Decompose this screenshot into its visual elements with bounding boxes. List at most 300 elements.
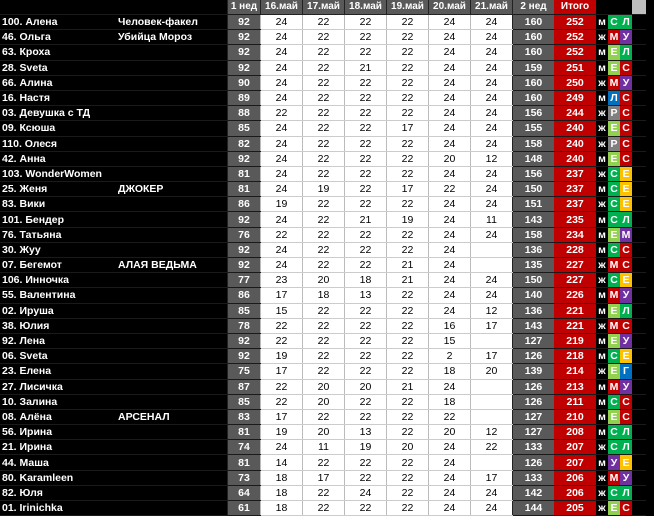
row-name-cell[interactable] <box>0 455 116 470</box>
row-day-cell[interactable]: 19 <box>261 349 303 364</box>
row-sex-cell[interactable]: м <box>596 425 608 440</box>
row-week2-cell[interactable]: 126 <box>513 455 555 470</box>
row-week2-cell[interactable]: 140 <box>513 288 555 303</box>
row-day-cell[interactable]: 22 <box>345 182 387 197</box>
row-day-cell[interactable]: 22 <box>387 349 429 364</box>
row-sex-cell[interactable]: ж <box>596 440 608 455</box>
row-day-cell[interactable]: 18 <box>261 470 303 485</box>
header-week2[interactable]: 2 нед <box>513 0 555 15</box>
row-day-cell[interactable]: 24 <box>261 258 303 273</box>
row-day-cell[interactable]: 21 <box>345 60 387 75</box>
row-day-cell[interactable]: 22 <box>345 45 387 60</box>
row-end-cell[interactable] <box>632 485 646 500</box>
row-week2-cell[interactable]: 127 <box>513 409 555 424</box>
row-day-cell[interactable]: 17 <box>471 470 513 485</box>
row-power-cell[interactable]: С <box>620 242 632 257</box>
row-name-cell[interactable] <box>0 227 116 242</box>
row-day-cell[interactable]: 24 <box>261 440 303 455</box>
row-name-cell[interactable] <box>0 409 116 424</box>
row-day-cell[interactable]: 22 <box>387 242 429 257</box>
row-class-cell[interactable]: С <box>608 166 620 181</box>
row-end-cell[interactable] <box>632 121 646 136</box>
row-nick-cell[interactable]: ДЖОКЕР <box>116 182 228 197</box>
row-class-cell[interactable]: Е <box>608 151 620 166</box>
row-name-cell[interactable] <box>0 197 116 212</box>
row-day-cell[interactable]: 22 <box>303 455 345 470</box>
row-nick-cell[interactable] <box>116 394 228 409</box>
row-sex-cell[interactable]: ж <box>596 30 608 45</box>
row-nick-cell[interactable] <box>116 349 228 364</box>
row-day-cell[interactable]: 22 <box>387 227 429 242</box>
row-week2-cell[interactable]: 156 <box>513 166 555 181</box>
row-day-cell[interactable]: 22 <box>303 318 345 333</box>
row-nick-cell[interactable] <box>116 212 228 227</box>
row-day-cell[interactable]: 24 <box>261 45 303 60</box>
row-day-cell[interactable]: 22 <box>345 197 387 212</box>
row-day-cell[interactable]: 22 <box>345 151 387 166</box>
row-name-cell[interactable] <box>0 501 116 516</box>
row-day-cell[interactable]: 22 <box>387 60 429 75</box>
row-day-cell[interactable]: 17 <box>471 318 513 333</box>
row-day-cell[interactable]: 24 <box>261 15 303 30</box>
row-class-cell[interactable]: Е <box>608 409 620 424</box>
row-week2-cell[interactable]: 160 <box>513 75 555 90</box>
row-day-cell[interactable]: 24 <box>429 379 471 394</box>
row-day-cell[interactable]: 15 <box>261 303 303 318</box>
row-day-cell[interactable] <box>471 333 513 348</box>
row-total-cell[interactable]: 207 <box>554 440 596 455</box>
row-day-cell[interactable]: 19 <box>345 440 387 455</box>
row-nick-cell[interactable] <box>116 166 228 181</box>
row-name-cell[interactable] <box>0 273 116 288</box>
row-nick-cell[interactable] <box>116 273 228 288</box>
row-day-cell[interactable]: 24 <box>471 75 513 90</box>
header-end-cell[interactable] <box>632 0 646 15</box>
row-name-cell[interactable] <box>0 166 116 181</box>
row-day-cell[interactable]: 24 <box>471 227 513 242</box>
row-day-cell[interactable]: 24 <box>429 136 471 151</box>
row-day-cell[interactable]: 24 <box>429 75 471 90</box>
row-day-cell[interactable]: 22 <box>303 151 345 166</box>
row-day-cell[interactable]: 22 <box>345 136 387 151</box>
row-class-cell[interactable]: Е <box>608 121 620 136</box>
row-class-cell[interactable]: Е <box>608 60 620 75</box>
row-day-cell[interactable]: 22 <box>345 106 387 121</box>
row-day-cell[interactable]: 24 <box>429 45 471 60</box>
row-power-cell[interactable]: М <box>621 228 631 241</box>
row-week2-cell[interactable]: 142 <box>513 485 555 500</box>
row-end-cell[interactable] <box>632 379 646 394</box>
row-power-cell[interactable]: С <box>620 60 632 75</box>
row-day-cell[interactable]: 17 <box>387 182 429 197</box>
row-day-cell[interactable]: 22 <box>387 455 429 470</box>
row-day-cell[interactable]: 22 <box>345 15 387 30</box>
row-end-cell[interactable] <box>632 440 646 455</box>
row-total-cell[interactable]: 228 <box>554 242 596 257</box>
row-week2-cell[interactable]: 156 <box>513 106 555 121</box>
row-week1-cell[interactable]: 92 <box>228 212 261 227</box>
row-day-cell[interactable]: 24 <box>471 501 513 516</box>
row-power-cell[interactable]: Л <box>620 212 632 227</box>
row-total-cell[interactable]: 227 <box>554 258 596 273</box>
row-week1-cell[interactable]: 92 <box>228 15 261 30</box>
row-day-cell[interactable]: 14 <box>261 455 303 470</box>
header-day-6[interactable]: 21.май <box>471 0 513 15</box>
row-day-cell[interactable]: 22 <box>387 106 429 121</box>
row-nick-cell[interactable] <box>116 318 228 333</box>
row-day-cell[interactable]: 24 <box>429 303 471 318</box>
row-week1-cell[interactable]: 87 <box>228 379 261 394</box>
row-end-cell[interactable] <box>632 30 646 45</box>
row-day-cell[interactable]: 22 <box>345 242 387 257</box>
row-class-cell[interactable]: Л <box>608 90 620 105</box>
row-day-cell[interactable]: 22 <box>303 60 345 75</box>
row-day-cell[interactable]: 22 <box>303 501 345 516</box>
row-day-cell[interactable]: 22 <box>387 30 429 45</box>
row-end-cell[interactable] <box>632 364 646 379</box>
row-power-cell[interactable]: С <box>620 151 632 166</box>
row-day-cell[interactable]: 22 <box>345 333 387 348</box>
row-day-cell[interactable]: 22 <box>303 349 345 364</box>
row-sex-cell[interactable]: ж <box>596 136 608 151</box>
row-name-cell[interactable] <box>0 303 116 318</box>
row-class-cell[interactable]: М <box>609 380 619 393</box>
row-name-cell[interactable] <box>0 379 116 394</box>
row-power-cell[interactable]: У <box>620 333 632 348</box>
row-day-cell[interactable]: 22 <box>387 136 429 151</box>
row-total-cell[interactable]: 252 <box>554 45 596 60</box>
row-week2-cell[interactable]: 158 <box>513 136 555 151</box>
row-day-cell[interactable]: 22 <box>387 75 429 90</box>
row-power-cell[interactable]: Е <box>620 349 632 364</box>
row-week2-cell[interactable]: 126 <box>513 349 555 364</box>
row-day-cell[interactable]: 20 <box>303 394 345 409</box>
row-day-cell[interactable]: 22 <box>387 364 429 379</box>
row-week2-cell[interactable]: 148 <box>513 151 555 166</box>
row-nick-cell[interactable] <box>116 470 228 485</box>
row-end-cell[interactable] <box>632 166 646 181</box>
row-end-cell[interactable] <box>632 303 646 318</box>
row-week1-cell[interactable]: 81 <box>228 455 261 470</box>
row-day-cell[interactable]: 22 <box>345 318 387 333</box>
row-day-cell[interactable]: 17 <box>471 349 513 364</box>
row-total-cell[interactable]: 249 <box>554 90 596 105</box>
row-day-cell[interactable]: 24 <box>471 273 513 288</box>
row-day-cell[interactable]: 22 <box>387 333 429 348</box>
row-end-cell[interactable] <box>632 409 646 424</box>
row-day-cell[interactable]: 24 <box>471 197 513 212</box>
row-sex-cell[interactable]: м <box>596 60 608 75</box>
row-week1-cell[interactable]: 81 <box>228 425 261 440</box>
row-class-cell[interactable]: Е <box>608 227 620 242</box>
row-class-cell[interactable]: М <box>609 76 619 89</box>
row-day-cell[interactable]: 22 <box>387 166 429 181</box>
row-total-cell[interactable]: 240 <box>554 151 596 166</box>
row-sex-cell[interactable]: м <box>596 349 608 364</box>
row-power-cell[interactable]: У <box>620 470 632 485</box>
row-nick-cell[interactable] <box>116 485 228 500</box>
row-day-cell[interactable]: 19 <box>303 182 345 197</box>
row-week1-cell[interactable]: 90 <box>228 75 261 90</box>
row-name-cell[interactable] <box>0 30 116 45</box>
row-day-cell[interactable]: 22 <box>303 303 345 318</box>
row-day-cell[interactable]: 24 <box>261 212 303 227</box>
row-name-cell[interactable] <box>0 440 116 455</box>
row-sex-cell[interactable]: м <box>596 151 608 166</box>
row-class-cell[interactable]: У <box>608 455 620 470</box>
row-day-cell[interactable]: 22 <box>303 364 345 379</box>
row-day-cell[interactable]: 20 <box>303 273 345 288</box>
row-day-cell[interactable]: 24 <box>471 45 513 60</box>
row-day-cell[interactable]: 17 <box>387 121 429 136</box>
row-week2-cell[interactable]: 143 <box>513 318 555 333</box>
row-name-cell[interactable] <box>0 258 116 273</box>
row-day-cell[interactable]: 24 <box>429 288 471 303</box>
row-nick-cell[interactable] <box>116 303 228 318</box>
row-name-cell[interactable] <box>0 470 116 485</box>
row-name-cell[interactable] <box>0 182 116 197</box>
row-week1-cell[interactable]: 78 <box>228 318 261 333</box>
row-day-cell[interactable]: 24 <box>345 485 387 500</box>
row-nick-cell[interactable]: Человек-факел <box>116 15 228 30</box>
row-week2-cell[interactable]: 144 <box>513 501 555 516</box>
row-day-cell[interactable]: 22 <box>303 242 345 257</box>
row-day-cell[interactable]: 21 <box>387 273 429 288</box>
row-class-cell[interactable]: Е <box>608 501 620 516</box>
header-day-4[interactable]: 19.май <box>387 0 429 15</box>
row-end-cell[interactable] <box>632 151 646 166</box>
row-power-cell[interactable]: Л <box>620 425 632 440</box>
row-day-cell[interactable]: 24 <box>429 258 471 273</box>
row-name-cell[interactable] <box>0 394 116 409</box>
row-end-cell[interactable] <box>632 136 646 151</box>
row-day-cell[interactable]: 20 <box>429 425 471 440</box>
row-day-cell[interactable] <box>471 258 513 273</box>
row-day-cell[interactable]: 22 <box>387 425 429 440</box>
row-sex-cell[interactable]: м <box>596 379 608 394</box>
row-day-cell[interactable]: 22 <box>303 106 345 121</box>
row-nick-cell[interactable] <box>116 501 228 516</box>
row-day-cell[interactable]: 17 <box>303 470 345 485</box>
row-power-cell[interactable]: Л <box>620 303 632 318</box>
header-sex-cell[interactable] <box>596 0 608 15</box>
row-week2-cell[interactable]: 135 <box>513 258 555 273</box>
row-name-cell[interactable] <box>0 121 116 136</box>
row-sex-cell[interactable]: ж <box>596 273 608 288</box>
row-day-cell[interactable]: 21 <box>387 258 429 273</box>
row-week1-cell[interactable]: 83 <box>228 409 261 424</box>
row-sex-cell[interactable]: ж <box>596 501 608 516</box>
row-day-cell[interactable]: 22 <box>303 212 345 227</box>
row-week2-cell[interactable]: 150 <box>513 182 555 197</box>
row-sex-cell[interactable]: м <box>596 15 608 30</box>
row-total-cell[interactable]: 219 <box>554 333 596 348</box>
row-name-cell[interactable] <box>0 212 116 227</box>
row-day-cell[interactable]: 24 <box>429 60 471 75</box>
row-day-cell[interactable]: 24 <box>429 485 471 500</box>
row-week1-cell[interactable]: 75 <box>228 364 261 379</box>
row-sex-cell[interactable]: ж <box>596 318 608 333</box>
row-day-cell[interactable]: 22 <box>387 394 429 409</box>
row-class-cell[interactable]: Е <box>608 333 620 348</box>
row-total-cell[interactable]: 205 <box>554 501 596 516</box>
row-nick-cell[interactable] <box>116 151 228 166</box>
row-sex-cell[interactable]: м <box>596 288 608 303</box>
row-week1-cell[interactable]: 76 <box>228 227 261 242</box>
row-day-cell[interactable]: 22 <box>303 227 345 242</box>
row-day-cell[interactable]: 19 <box>261 197 303 212</box>
row-day-cell[interactable]: 18 <box>429 394 471 409</box>
row-day-cell[interactable]: 20 <box>429 151 471 166</box>
row-end-cell[interactable] <box>632 45 646 60</box>
row-power-cell[interactable]: Л <box>620 485 632 500</box>
row-day-cell[interactable]: 22 <box>303 136 345 151</box>
row-day-cell[interactable]: 12 <box>471 425 513 440</box>
row-end-cell[interactable] <box>632 106 646 121</box>
row-power-cell[interactable]: С <box>620 90 632 105</box>
row-nick-cell[interactable] <box>116 288 228 303</box>
row-sex-cell[interactable]: м <box>596 455 608 470</box>
header-week1[interactable]: 1 нед <box>228 0 261 15</box>
row-week1-cell[interactable]: 88 <box>228 106 261 121</box>
row-day-cell[interactable]: 24 <box>429 197 471 212</box>
row-power-cell[interactable]: Е <box>620 273 632 288</box>
row-class-cell[interactable]: Р <box>608 106 620 121</box>
row-day-cell[interactable]: 20 <box>303 379 345 394</box>
row-power-cell[interactable]: Е <box>620 166 632 181</box>
row-day-cell[interactable]: 19 <box>387 212 429 227</box>
row-class-cell[interactable]: С <box>608 440 620 455</box>
row-name-cell[interactable] <box>0 15 116 30</box>
row-day-cell[interactable]: 22 <box>387 303 429 318</box>
row-class-cell[interactable]: М <box>609 319 619 332</box>
row-sex-cell[interactable]: ж <box>596 470 608 485</box>
row-total-cell[interactable]: 206 <box>554 470 596 485</box>
row-class-cell[interactable]: М <box>609 259 619 272</box>
row-week2-cell[interactable]: 133 <box>513 470 555 485</box>
row-day-cell[interactable]: 22 <box>261 333 303 348</box>
row-day-cell[interactable]: 22 <box>345 409 387 424</box>
row-day-cell[interactable]: 17 <box>261 409 303 424</box>
row-end-cell[interactable] <box>632 75 646 90</box>
row-total-cell[interactable]: 240 <box>554 136 596 151</box>
header-nick-cell[interactable] <box>116 0 228 15</box>
row-total-cell[interactable]: 252 <box>554 30 596 45</box>
row-class-cell[interactable]: М <box>609 31 619 44</box>
row-end-cell[interactable] <box>632 197 646 212</box>
row-week1-cell[interactable]: 74 <box>228 440 261 455</box>
row-day-cell[interactable]: 24 <box>429 440 471 455</box>
row-day-cell[interactable]: 24 <box>471 182 513 197</box>
row-day-cell[interactable]: 22 <box>345 501 387 516</box>
row-sex-cell[interactable]: м <box>596 394 608 409</box>
row-day-cell[interactable]: 22 <box>345 455 387 470</box>
row-day-cell[interactable]: 24 <box>261 166 303 181</box>
row-nick-cell[interactable] <box>116 106 228 121</box>
row-day-cell[interactable]: 13 <box>345 425 387 440</box>
row-day-cell[interactable]: 23 <box>261 273 303 288</box>
row-day-cell[interactable]: 22 <box>303 166 345 181</box>
row-day-cell[interactable]: 24 <box>429 273 471 288</box>
row-day-cell[interactable]: 22 <box>345 90 387 105</box>
row-day-cell[interactable]: 24 <box>471 90 513 105</box>
header-day-3[interactable]: 18.май <box>345 0 387 15</box>
row-day-cell[interactable]: 2 <box>429 349 471 364</box>
row-day-cell[interactable]: 24 <box>429 166 471 181</box>
row-day-cell[interactable]: 22 <box>387 501 429 516</box>
row-total-cell[interactable]: 213 <box>554 379 596 394</box>
row-day-cell[interactable]: 17 <box>261 364 303 379</box>
row-power-cell[interactable]: Л <box>620 45 632 60</box>
row-week2-cell[interactable]: 160 <box>513 45 555 60</box>
row-week1-cell[interactable]: 92 <box>228 333 261 348</box>
row-total-cell[interactable]: 237 <box>554 182 596 197</box>
row-day-cell[interactable]: 24 <box>471 485 513 500</box>
row-class-cell[interactable]: М <box>609 471 619 484</box>
row-class-cell[interactable]: Р <box>608 136 620 151</box>
row-week2-cell[interactable]: 159 <box>513 60 555 75</box>
row-end-cell[interactable] <box>632 90 646 105</box>
row-day-cell[interactable]: 19 <box>261 425 303 440</box>
row-nick-cell[interactable] <box>116 242 228 257</box>
row-day-cell[interactable]: 22 <box>345 303 387 318</box>
header-name-cell[interactable] <box>0 0 116 15</box>
row-class-cell[interactable]: Е <box>608 303 620 318</box>
row-week2-cell[interactable]: 127 <box>513 425 555 440</box>
row-power-cell[interactable]: С <box>620 501 632 516</box>
row-power-cell[interactable]: У <box>620 75 632 90</box>
row-sex-cell[interactable]: ж <box>596 258 608 273</box>
row-day-cell[interactable]: 18 <box>303 288 345 303</box>
row-total-cell[interactable]: 208 <box>554 425 596 440</box>
row-day-cell[interactable]: 22 <box>303 333 345 348</box>
row-class-cell[interactable]: С <box>608 212 620 227</box>
row-nick-cell[interactable] <box>116 90 228 105</box>
row-name-cell[interactable] <box>0 425 116 440</box>
row-sex-cell[interactable]: ж <box>596 364 608 379</box>
row-day-cell[interactable]: 21 <box>387 379 429 394</box>
row-name-cell[interactable] <box>0 485 116 500</box>
row-nick-cell[interactable] <box>116 364 228 379</box>
row-week1-cell[interactable]: 92 <box>228 45 261 60</box>
row-power-cell[interactable]: Е <box>620 455 632 470</box>
row-end-cell[interactable] <box>632 258 646 273</box>
row-day-cell[interactable]: 24 <box>261 90 303 105</box>
row-sex-cell[interactable]: ж <box>596 75 608 90</box>
row-day-cell[interactable]: 21 <box>345 212 387 227</box>
row-week1-cell[interactable]: 92 <box>228 242 261 257</box>
row-nick-cell[interactable] <box>116 45 228 60</box>
row-day-cell[interactable]: 24 <box>471 121 513 136</box>
row-day-cell[interactable]: 18 <box>429 364 471 379</box>
row-day-cell[interactable]: 24 <box>429 227 471 242</box>
row-week1-cell[interactable]: 86 <box>228 197 261 212</box>
row-week1-cell[interactable]: 86 <box>228 288 261 303</box>
row-week2-cell[interactable]: 160 <box>513 90 555 105</box>
row-day-cell[interactable]: 22 <box>387 197 429 212</box>
row-total-cell[interactable]: 234 <box>554 227 596 242</box>
row-power-cell[interactable]: С <box>620 318 632 333</box>
row-day-cell[interactable]: 11 <box>303 440 345 455</box>
row-day-cell[interactable]: 12 <box>471 303 513 318</box>
row-name-cell[interactable] <box>0 349 116 364</box>
row-name-cell[interactable] <box>0 106 116 121</box>
row-power-cell[interactable]: С <box>620 121 632 136</box>
row-end-cell[interactable] <box>632 470 646 485</box>
row-week2-cell[interactable]: 160 <box>513 30 555 45</box>
row-power-cell[interactable]: С <box>620 394 632 409</box>
row-sex-cell[interactable]: ж <box>596 106 608 121</box>
